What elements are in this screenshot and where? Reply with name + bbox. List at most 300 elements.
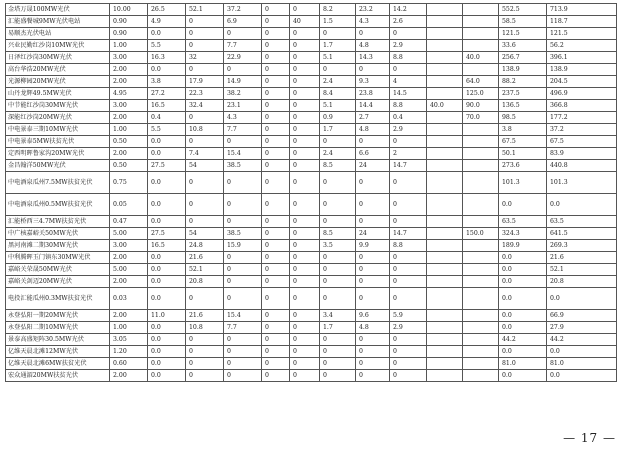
value-cell: 0 bbox=[262, 216, 290, 228]
value-cell: 0 bbox=[290, 64, 320, 76]
value-cell bbox=[427, 16, 463, 28]
value-cell: 150.0 bbox=[463, 228, 499, 240]
value-cell: 0.0 bbox=[547, 194, 617, 216]
value-cell: 0 bbox=[320, 64, 356, 76]
value-cell: 90.0 bbox=[463, 100, 499, 112]
value-cell: 4 bbox=[390, 76, 427, 88]
value-cell: 2 bbox=[390, 148, 427, 160]
value-cell: 0 bbox=[262, 76, 290, 88]
value-cell: 273.6 bbox=[499, 160, 547, 172]
value-cell: 0.90 bbox=[110, 28, 148, 40]
value-cell: 56.2 bbox=[547, 40, 617, 52]
value-cell: 0 bbox=[390, 172, 427, 194]
value-cell: 81.0 bbox=[499, 358, 547, 370]
table-row bbox=[6, 194, 617, 216]
value-cell: 0 bbox=[390, 276, 427, 288]
value-cell bbox=[427, 264, 463, 276]
value-cell: 0 bbox=[262, 194, 290, 216]
value-cell: 8.8 bbox=[390, 52, 427, 64]
value-cell: 3.00 bbox=[110, 52, 148, 64]
value-cell: 23.2 bbox=[356, 4, 390, 16]
value-cell: 5.00 bbox=[110, 228, 148, 240]
value-cell: 0 bbox=[224, 172, 262, 194]
value-cell: 50.1 bbox=[499, 148, 547, 160]
value-cell bbox=[463, 28, 499, 40]
value-cell: 118.7 bbox=[547, 16, 617, 28]
value-cell: 0.0 bbox=[499, 310, 547, 322]
value-cell: 0.50 bbox=[110, 136, 148, 148]
value-cell: 2.00 bbox=[110, 252, 148, 264]
value-cell: 0 bbox=[356, 172, 390, 194]
table-row bbox=[6, 358, 617, 370]
value-cell bbox=[427, 172, 463, 194]
value-cell: 88.2 bbox=[499, 76, 547, 88]
value-cell bbox=[427, 88, 463, 100]
value-cell: 0 bbox=[262, 64, 290, 76]
value-cell: 0.4 bbox=[390, 112, 427, 124]
value-cell: 0 bbox=[290, 322, 320, 334]
value-cell: 0 bbox=[356, 216, 390, 228]
value-cell: 27.9 bbox=[547, 322, 617, 334]
station-name-cell: 兴业民勤红沙岗10MW光伏 bbox=[6, 40, 110, 52]
value-cell: 0 bbox=[290, 112, 320, 124]
value-cell bbox=[427, 310, 463, 322]
value-cell: 0 bbox=[224, 136, 262, 148]
value-cell: 38.5 bbox=[224, 228, 262, 240]
value-cell bbox=[463, 288, 499, 310]
value-cell bbox=[463, 334, 499, 346]
value-cell: 63.5 bbox=[499, 216, 547, 228]
value-cell: 0.0 bbox=[148, 28, 186, 40]
value-cell: 0 bbox=[262, 136, 290, 148]
value-cell: 138.9 bbox=[547, 64, 617, 76]
value-cell: 81.0 bbox=[547, 358, 617, 370]
value-cell: 4.3 bbox=[356, 16, 390, 28]
station-name-cell: 易顺杰光伏电站 bbox=[6, 28, 110, 40]
value-cell: 2.4 bbox=[320, 76, 356, 88]
value-cell: 0 bbox=[290, 358, 320, 370]
value-cell: 5.1 bbox=[320, 52, 356, 64]
value-cell: 2.4 bbox=[320, 148, 356, 160]
station-name-cell: 光源柳园20MW光伏 bbox=[6, 76, 110, 88]
value-cell: 0 bbox=[186, 346, 224, 358]
value-cell: 15.4 bbox=[224, 148, 262, 160]
value-cell: 3.00 bbox=[110, 240, 148, 252]
value-cell: 8.2 bbox=[320, 4, 356, 16]
value-cell: 0 bbox=[390, 28, 427, 40]
value-cell: 0 bbox=[224, 252, 262, 264]
value-cell: 0 bbox=[320, 194, 356, 216]
table-row bbox=[6, 310, 617, 322]
value-cell: 2.6 bbox=[390, 16, 427, 28]
value-cell: 8.4 bbox=[320, 88, 356, 100]
table-row bbox=[6, 64, 617, 76]
value-cell: 8.5 bbox=[320, 160, 356, 172]
value-cell: 14.2 bbox=[390, 4, 427, 16]
value-cell: 22.3 bbox=[186, 88, 224, 100]
station-name-cell: 嘉峪关荣晟50MW光伏 bbox=[6, 264, 110, 276]
value-cell bbox=[427, 334, 463, 346]
value-cell: 189.9 bbox=[499, 240, 547, 252]
station-name-cell: 电投汇能瓜州0.3MW扶贫光伏 bbox=[6, 288, 110, 310]
value-cell: 0 bbox=[320, 288, 356, 310]
value-cell: 7.7 bbox=[224, 322, 262, 334]
value-cell: 0 bbox=[290, 76, 320, 88]
value-cell: 0 bbox=[224, 358, 262, 370]
value-cell bbox=[427, 216, 463, 228]
station-name-cell: 汇能桥西三4.7MW扶贫光伏 bbox=[6, 216, 110, 228]
value-cell: 4.8 bbox=[356, 40, 390, 52]
value-cell: 52.1 bbox=[547, 264, 617, 276]
value-cell: 0 bbox=[356, 358, 390, 370]
value-cell: 0.05 bbox=[110, 194, 148, 216]
value-cell: 6.9 bbox=[224, 16, 262, 28]
value-cell bbox=[463, 4, 499, 16]
value-cell: 237.5 bbox=[499, 88, 547, 100]
value-cell: 10.00 bbox=[110, 4, 148, 16]
value-cell bbox=[463, 194, 499, 216]
table-row bbox=[6, 136, 617, 148]
value-cell bbox=[427, 4, 463, 16]
value-cell: 0 bbox=[290, 88, 320, 100]
value-cell: 204.5 bbox=[547, 76, 617, 88]
value-cell: 9.9 bbox=[356, 240, 390, 252]
value-cell: 0 bbox=[356, 136, 390, 148]
value-cell: 5.5 bbox=[148, 124, 186, 136]
station-name-cell: 永登弘阳一期20MW光伏 bbox=[6, 310, 110, 322]
value-cell: 1.00 bbox=[110, 40, 148, 52]
value-cell: 136.5 bbox=[499, 100, 547, 112]
value-cell bbox=[463, 216, 499, 228]
value-cell: 0 bbox=[186, 358, 224, 370]
value-cell: 20.8 bbox=[186, 276, 224, 288]
value-cell: 54 bbox=[186, 160, 224, 172]
value-cell: 32.4 bbox=[186, 100, 224, 112]
value-cell: 0 bbox=[262, 100, 290, 112]
value-cell: 121.5 bbox=[547, 28, 617, 40]
value-cell: 24.8 bbox=[186, 240, 224, 252]
value-cell: 9.3 bbox=[356, 76, 390, 88]
table-row bbox=[6, 276, 617, 288]
value-cell: 0 bbox=[224, 194, 262, 216]
value-cell: 4.8 bbox=[356, 322, 390, 334]
value-cell: 15.4 bbox=[224, 310, 262, 322]
value-cell: 20.8 bbox=[547, 276, 617, 288]
value-cell: 0 bbox=[290, 124, 320, 136]
value-cell: 8.8 bbox=[390, 100, 427, 112]
value-cell: 269.3 bbox=[547, 240, 617, 252]
value-cell: 0 bbox=[290, 160, 320, 172]
value-cell: 44.2 bbox=[547, 334, 617, 346]
value-cell: 0 bbox=[186, 16, 224, 28]
value-cell: 0 bbox=[262, 310, 290, 322]
value-cell: 3.8 bbox=[148, 76, 186, 88]
station-name-cell: 中利腾晖玉门镇东30MW光伏 bbox=[6, 252, 110, 264]
value-cell bbox=[427, 288, 463, 310]
value-cell: 0 bbox=[390, 216, 427, 228]
station-name-cell: 黑河南滩二期30MW光伏 bbox=[6, 240, 110, 252]
value-cell: 0.0 bbox=[148, 264, 186, 276]
value-cell bbox=[427, 76, 463, 88]
value-cell: 0.0 bbox=[148, 358, 186, 370]
value-cell: 0 bbox=[262, 16, 290, 28]
value-cell: 2.00 bbox=[110, 64, 148, 76]
value-cell: 0 bbox=[390, 194, 427, 216]
value-cell: 10.8 bbox=[186, 322, 224, 334]
value-cell: 440.8 bbox=[547, 160, 617, 172]
value-cell: 0 bbox=[320, 252, 356, 264]
table-row bbox=[6, 334, 617, 346]
value-cell: 0 bbox=[290, 194, 320, 216]
value-cell bbox=[427, 370, 463, 382]
value-cell: 37.2 bbox=[224, 4, 262, 16]
station-name-cell: 永登弘阳二期10MW光伏 bbox=[6, 322, 110, 334]
value-cell: 0 bbox=[290, 310, 320, 322]
value-cell: 3.00 bbox=[110, 100, 148, 112]
value-cell: 2.9 bbox=[390, 40, 427, 52]
value-cell bbox=[427, 28, 463, 40]
value-cell: 11.0 bbox=[148, 310, 186, 322]
value-cell: 3.4 bbox=[320, 310, 356, 322]
value-cell: 38.2 bbox=[224, 88, 262, 100]
value-cell: 0.0 bbox=[148, 276, 186, 288]
value-cell bbox=[463, 252, 499, 264]
value-cell: 2.00 bbox=[110, 148, 148, 160]
value-cell: 54 bbox=[186, 228, 224, 240]
value-cell: 14.4 bbox=[356, 100, 390, 112]
value-cell: 0 bbox=[290, 148, 320, 160]
value-cell: 2.7 bbox=[356, 112, 390, 124]
value-cell: 1.7 bbox=[320, 322, 356, 334]
value-cell: 64.0 bbox=[463, 76, 499, 88]
value-cell: 40.0 bbox=[427, 100, 463, 112]
value-cell bbox=[427, 148, 463, 160]
value-cell: 1.00 bbox=[110, 124, 148, 136]
value-cell: 0 bbox=[356, 334, 390, 346]
value-cell bbox=[463, 172, 499, 194]
value-cell: 0 bbox=[262, 334, 290, 346]
value-cell: 0 bbox=[290, 136, 320, 148]
value-cell: 9.6 bbox=[356, 310, 390, 322]
value-cell: 0 bbox=[290, 172, 320, 194]
value-cell: 0 bbox=[356, 288, 390, 310]
value-cell: 0 bbox=[356, 194, 390, 216]
value-cell: 98.5 bbox=[499, 112, 547, 124]
value-cell: 0 bbox=[320, 216, 356, 228]
value-cell: 0 bbox=[262, 148, 290, 160]
value-cell: 0 bbox=[186, 64, 224, 76]
value-cell: 21.6 bbox=[186, 252, 224, 264]
value-cell: 0 bbox=[262, 228, 290, 240]
value-cell: 0 bbox=[262, 40, 290, 52]
value-cell: 1.5 bbox=[320, 16, 356, 28]
value-cell: 0 bbox=[262, 264, 290, 276]
value-cell: 0 bbox=[290, 216, 320, 228]
value-cell: 83.9 bbox=[547, 148, 617, 160]
value-cell: 0.0 bbox=[499, 194, 547, 216]
value-cell: 0 bbox=[320, 358, 356, 370]
value-cell: 0 bbox=[390, 346, 427, 358]
value-cell: 0 bbox=[262, 358, 290, 370]
value-cell: 0 bbox=[262, 322, 290, 334]
value-cell: 0 bbox=[320, 264, 356, 276]
value-cell: 0 bbox=[290, 334, 320, 346]
value-cell: 256.7 bbox=[499, 52, 547, 64]
value-cell: 0 bbox=[356, 252, 390, 264]
table-row bbox=[6, 252, 617, 264]
table-row bbox=[6, 100, 617, 112]
value-cell: 2.00 bbox=[110, 370, 148, 382]
value-cell bbox=[427, 160, 463, 172]
value-cell: 0 bbox=[262, 172, 290, 194]
value-cell: 0 bbox=[262, 240, 290, 252]
table-row bbox=[6, 322, 617, 334]
station-name-cell: 景泰高盛矩阵30.5MW光伏 bbox=[6, 334, 110, 346]
value-cell: 496.9 bbox=[547, 88, 617, 100]
value-cell: 0.60 bbox=[110, 358, 148, 370]
value-cell: 0.0 bbox=[148, 334, 186, 346]
value-cell: 5.5 bbox=[148, 40, 186, 52]
value-cell bbox=[463, 16, 499, 28]
value-cell bbox=[463, 322, 499, 334]
value-cell: 0 bbox=[262, 370, 290, 382]
value-cell: 0 bbox=[186, 112, 224, 124]
value-cell: 40.0 bbox=[463, 52, 499, 64]
document-page bbox=[5, 3, 616, 382]
value-cell: 0.9 bbox=[320, 112, 356, 124]
table-row bbox=[6, 52, 617, 64]
value-cell bbox=[427, 240, 463, 252]
value-cell: 23.8 bbox=[356, 88, 390, 100]
value-cell: 0 bbox=[390, 288, 427, 310]
value-cell: 0 bbox=[356, 28, 390, 40]
value-cell: 0 bbox=[224, 276, 262, 288]
value-cell: 10.8 bbox=[186, 124, 224, 136]
value-cell: 14.5 bbox=[390, 88, 427, 100]
value-cell: 396.1 bbox=[547, 52, 617, 64]
value-cell bbox=[427, 40, 463, 52]
value-cell: 0 bbox=[186, 288, 224, 310]
value-cell: 1.7 bbox=[320, 124, 356, 136]
value-cell: 6.6 bbox=[356, 148, 390, 160]
value-cell: 0 bbox=[320, 276, 356, 288]
value-cell: 0 bbox=[320, 172, 356, 194]
value-cell: 0 bbox=[290, 240, 320, 252]
value-cell: 0 bbox=[390, 264, 427, 276]
value-cell bbox=[427, 276, 463, 288]
value-cell: 0 bbox=[390, 136, 427, 148]
value-cell: 0 bbox=[224, 264, 262, 276]
value-cell: 4.8 bbox=[356, 124, 390, 136]
value-cell: 15.9 bbox=[224, 240, 262, 252]
value-cell: 0 bbox=[186, 172, 224, 194]
value-cell: 0 bbox=[290, 228, 320, 240]
value-cell: 24 bbox=[356, 160, 390, 172]
station-name-cell: 定西明晖鲁家沟20MW光伏 bbox=[6, 148, 110, 160]
value-cell: 0.0 bbox=[499, 264, 547, 276]
value-cell: 37.2 bbox=[547, 124, 617, 136]
value-cell: 641.5 bbox=[547, 228, 617, 240]
value-cell: 0.0 bbox=[148, 346, 186, 358]
value-cell: 0.0 bbox=[148, 136, 186, 148]
value-cell: 38.5 bbox=[224, 160, 262, 172]
value-cell: 0 bbox=[186, 216, 224, 228]
value-cell: 23.1 bbox=[224, 100, 262, 112]
value-cell bbox=[427, 112, 463, 124]
value-cell: 0 bbox=[224, 334, 262, 346]
value-cell bbox=[427, 358, 463, 370]
value-cell: 14.3 bbox=[356, 52, 390, 64]
value-cell: 1.7 bbox=[320, 40, 356, 52]
value-cell: 0 bbox=[290, 52, 320, 64]
value-cell: 66.9 bbox=[547, 310, 617, 322]
station-name-cell: 中电酒泉瓜州0.5MW扶贫光伏 bbox=[6, 194, 110, 216]
value-cell bbox=[427, 228, 463, 240]
value-cell: 324.3 bbox=[499, 228, 547, 240]
value-cell: 0 bbox=[262, 160, 290, 172]
value-cell: 0 bbox=[224, 346, 262, 358]
value-cell bbox=[427, 346, 463, 358]
value-cell: 16.5 bbox=[148, 240, 186, 252]
value-cell: 0.0 bbox=[148, 64, 186, 76]
value-cell: 138.9 bbox=[499, 64, 547, 76]
value-cell bbox=[463, 124, 499, 136]
station-name-cell: 亿维天晨北滩6MW扶贫光伏 bbox=[6, 358, 110, 370]
value-cell: 0.0 bbox=[499, 370, 547, 382]
value-cell: 0 bbox=[290, 4, 320, 16]
value-cell: 0.50 bbox=[110, 160, 148, 172]
value-cell: 4.3 bbox=[224, 112, 262, 124]
value-cell: 0 bbox=[186, 136, 224, 148]
value-cell: 0 bbox=[320, 136, 356, 148]
value-cell: 125.0 bbox=[463, 88, 499, 100]
table-row bbox=[6, 4, 617, 16]
page-number: — 17 — bbox=[563, 431, 616, 445]
value-cell: 0 bbox=[262, 124, 290, 136]
table-row bbox=[6, 16, 617, 28]
value-cell: 0 bbox=[262, 28, 290, 40]
value-cell bbox=[427, 64, 463, 76]
value-cell bbox=[463, 310, 499, 322]
value-cell: 8.8 bbox=[390, 240, 427, 252]
value-cell: 21.6 bbox=[186, 310, 224, 322]
station-name-cell: 汇能盛餐城9MW光伏电站 bbox=[6, 16, 110, 28]
table-row bbox=[6, 228, 617, 240]
value-cell: 7.4 bbox=[186, 148, 224, 160]
value-cell: 121.5 bbox=[499, 28, 547, 40]
value-cell: 1.20 bbox=[110, 346, 148, 358]
value-cell bbox=[463, 358, 499, 370]
value-cell: 2.00 bbox=[110, 276, 148, 288]
value-cell: 24 bbox=[356, 228, 390, 240]
value-cell: 22.9 bbox=[224, 52, 262, 64]
station-name-cell: 中广核嘉峪关50MW光伏 bbox=[6, 228, 110, 240]
station-name-cell: 亿维天晨北滩12MW光伏 bbox=[6, 346, 110, 358]
station-name-cell: 山丹龙辉49.5MW光伏 bbox=[6, 88, 110, 100]
value-cell: 0.75 bbox=[110, 172, 148, 194]
value-cell: 0 bbox=[262, 112, 290, 124]
value-cell bbox=[463, 40, 499, 52]
value-cell: 0 bbox=[390, 252, 427, 264]
value-cell: 52.1 bbox=[186, 264, 224, 276]
table-row bbox=[6, 88, 617, 100]
value-cell: 0 bbox=[262, 288, 290, 310]
station-name-cell: 宏众通湄20MW扶贫光伏 bbox=[6, 370, 110, 382]
data-table bbox=[5, 3, 617, 382]
value-cell: 0 bbox=[186, 334, 224, 346]
station-name-cell: 中电酒泉瓜州7.5MW扶贫光伏 bbox=[6, 172, 110, 194]
value-cell: 713.9 bbox=[547, 4, 617, 16]
